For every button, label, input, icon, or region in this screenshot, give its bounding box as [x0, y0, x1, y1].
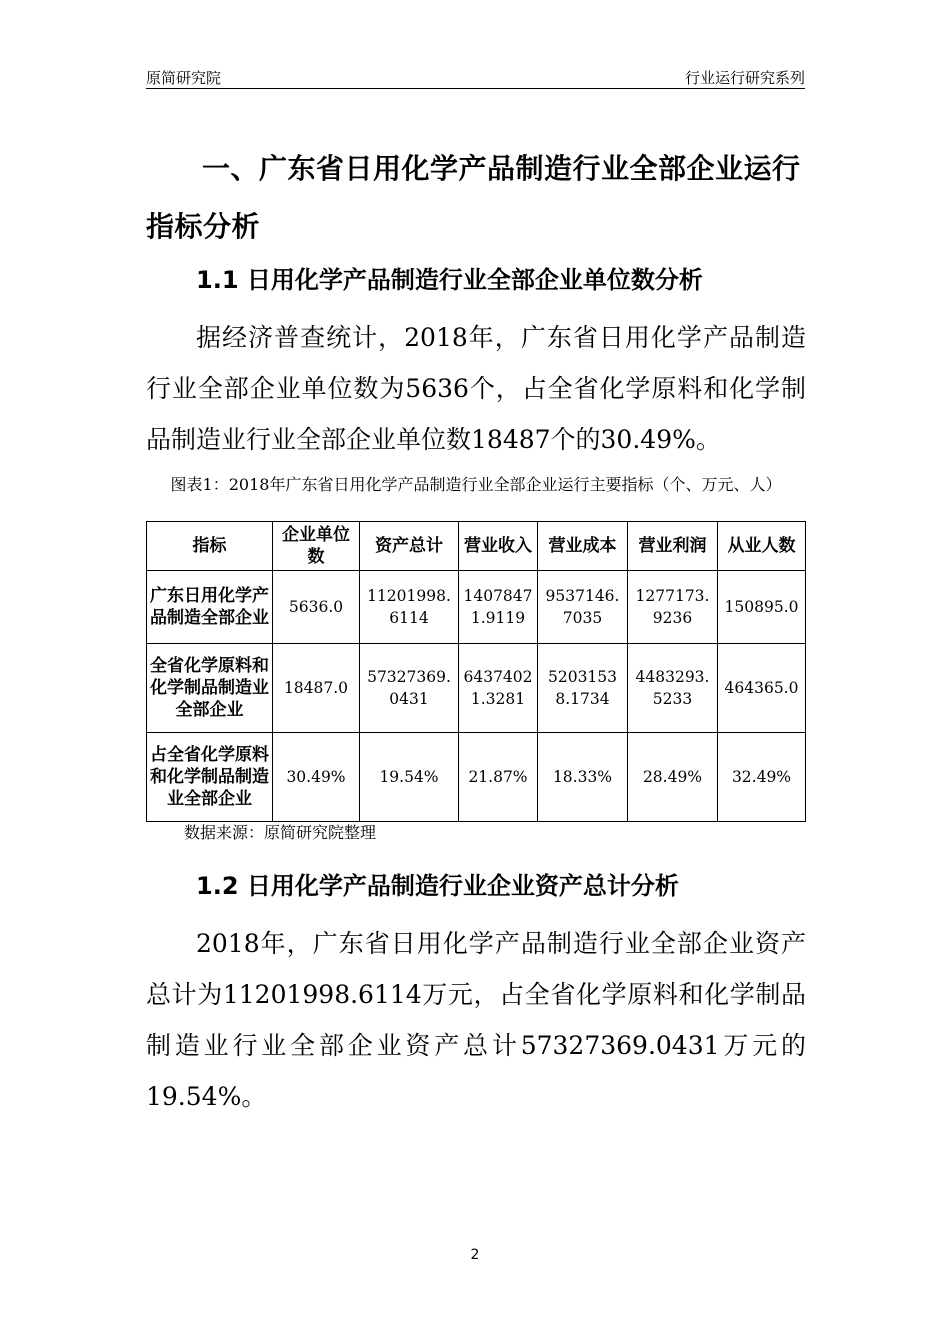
table-header-cell: 企业单位数 — [273, 522, 360, 571]
table-cell: 4483293.5233 — [628, 644, 718, 733]
table-header-cell: 营业成本 — [538, 522, 628, 571]
table-row — [147, 644, 806, 733]
table-row-label: 全省化学原料和化学制品制造业全部企业 — [147, 644, 273, 733]
table-header-cell: 营业收入 — [459, 522, 538, 571]
table-cell: 11201998.6114 — [360, 571, 459, 644]
header-rule — [146, 88, 805, 89]
table-cell: 5636.0 — [273, 571, 360, 644]
page-number: 2 — [470, 1247, 480, 1263]
table-header-cell: 营业利润 — [628, 522, 718, 571]
table-header-cell: 指标 — [147, 522, 273, 571]
table-cell: 30.49% — [273, 733, 360, 822]
section-2-heading: 1.2 日用化学产品制造行业企业资产总计分析 — [196, 872, 679, 900]
header-right-text: 行业运行研究系列 — [684, 69, 805, 87]
table-cell: 52031538.1734 — [538, 644, 628, 733]
table-cell: 1277173.9236 — [628, 571, 718, 644]
table-cell: 9537146.7035 — [538, 571, 628, 644]
section-2-paragraph: 2018年，广东省日用化学产品制造行业全部企业资产总计为11201998.6114万元，占全省化学原料和化学制品制造业行业全部企业资产总计57327369.0431万元的19.54%。 — [146, 929, 806, 1111]
table-caption: 图表1：2018年广东省日用化学产品制造行业全部企业运行主要指标（个、万元、人） — [170, 475, 782, 494]
table-cell: 18487.0 — [273, 644, 360, 733]
table-row — [147, 571, 806, 644]
table-cell: 464365.0 — [718, 644, 806, 733]
table-cell: 32.49% — [718, 733, 806, 822]
table-cell: 19.54% — [360, 733, 459, 822]
chapter-heading: 一、广东省日用化学产品制造行业全部企业运行指标分析 — [146, 152, 801, 243]
indicator-table — [146, 521, 806, 822]
table-header-row — [147, 522, 806, 571]
section-1-heading: 1.1 日用化学产品制造行业全部企业单位数分析 — [196, 266, 703, 294]
table-cell: 28.49% — [628, 733, 718, 822]
table-cell: 150895.0 — [718, 571, 806, 644]
table-row-label: 占全省化学原料和化学制品制造业全部企业 — [147, 733, 273, 822]
table-header-cell: 从业人数 — [718, 522, 806, 571]
table-header-cell: 资产总计 — [360, 522, 459, 571]
table-row — [147, 733, 806, 822]
section-1-paragraph: 据经济普查统计，2018年，广东省日用化学产品制造行业全部企业单位数为5636个，占全省化学原料和化学制品制造业行业全部企业单位数18487个的30.49%。 — [146, 323, 806, 454]
table-row-label: 广东日用化学产品制造全部企业 — [147, 571, 273, 644]
table-cell: 57327369.0431 — [360, 644, 459, 733]
table-cell: 18.33% — [538, 733, 628, 822]
table-cell: 21.87% — [459, 733, 538, 822]
table-source-note: 数据来源：原简研究院整理 — [184, 823, 377, 842]
table-cell: 14078471.9119 — [459, 571, 538, 644]
header-left-text: 原简研究院 — [146, 69, 222, 87]
table-cell: 64374021.3281 — [459, 644, 538, 733]
